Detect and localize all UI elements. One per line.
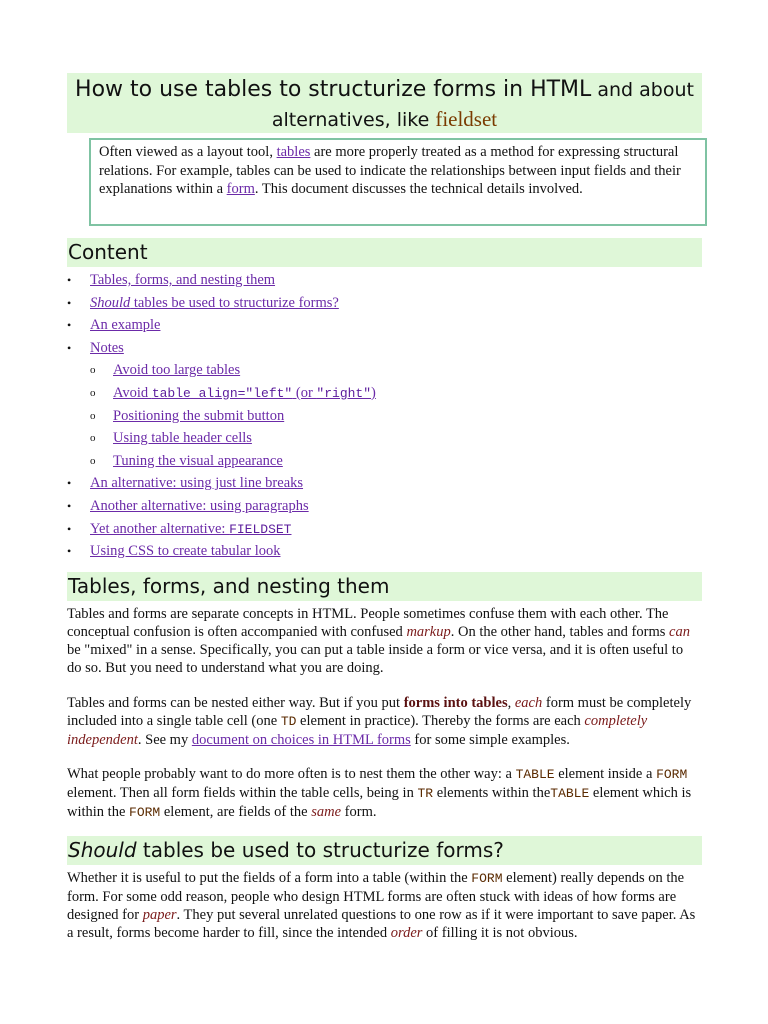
toc-item-line-breaks: • An alternative: using just line breaks (67, 472, 376, 495)
choices-in-html-forms-link[interactable]: document on choices in HTML forms (191, 732, 411, 748)
abstract-box: Often viewed as a layout tool, tables are more properly treated as a method for expressing structural relations. For example, tables can be used to indicate the relationships between input fields and their explanations within a form. This document discusses the technical details involved. (89, 138, 707, 226)
title-line-2: alternatives, like fieldset (271, 107, 498, 131)
content-heading: Content (67, 238, 702, 267)
toc-item-paragraphs: • Another alternative: using paragraphs (67, 495, 376, 518)
toc-subitem-submit-button: o Positioning the submit button (67, 405, 376, 428)
section-heading-tables-forms: Tables, forms, and nesting them (67, 572, 702, 601)
toc-item-notes: • Notes (67, 337, 376, 360)
toc-item-css-tabular: • Using CSS to create tabular look (67, 540, 376, 563)
section1-paragraph-1: Tables and forms are separate concepts in HTML. People sometimes confuse them with each other. The conceptual confusion is often accompanied with confused markup. On the other hand, tables and forms can be "mixed" in a sense. Specifically, you can put a table inside a form or vice versa, and it is often useful to do so. But you need to understand what you are doing. (67, 606, 690, 676)
toc-subitem-header-cells: o Using table header cells (67, 427, 376, 450)
toc-item-tables-forms-nesting: • Tables, forms, and nesting them (67, 269, 376, 292)
fieldset-term: fieldset (435, 107, 498, 131)
toc-subitem-visual-appearance: o Tuning the visual appearance (67, 450, 376, 473)
table-of-contents (67, 269, 376, 563)
section1-paragraph-2: Tables and forms can be nested either way. But if you put forms into tables, each form must be completely included into a single table cell (one TD element in practice). Thereby the forms are each completely independent. See my document on choices in HTML forms for some simple examples. (67, 695, 692, 748)
title-line-1: How to use tables to structurize forms in HTML and about (75, 77, 694, 102)
form-link[interactable]: form (226, 181, 255, 197)
tables-link[interactable]: tables (276, 144, 311, 160)
section1-paragraph-3: What people probably want to do more often is to nest them the other way: a TABLE element inside a FORM element. Then all form fields within the table cells, being in TR elements within theTABLE element which is within the FORM element, are fields of the same form. (67, 766, 692, 820)
toc-item-fieldset: • Yet another alternative: FIELDSET (67, 518, 376, 541)
page-title (67, 73, 702, 133)
toc-item-an-example: • An example (67, 314, 376, 337)
section-heading-should-tables: Should tables be used to structurize forms? (67, 836, 702, 865)
toc-subitem-avoid-large-tables: o Avoid too large tables (67, 359, 376, 382)
toc-subitem-avoid-table-align: o Avoid table align="left" (or "right") (67, 382, 376, 405)
toc-item-should-tables: • Should tables be used to structurize forms? (67, 292, 376, 315)
section2-paragraph-1: Whether it is useful to put the fields of a form into a table (within the FORM element) really depends on the form. For some odd reason, people who design HTML forms are often stuck with ideas of how forms are designed for paper. They put several unrelated questions to one row as if it were important to save paper. As a result, forms become harder to fill, since the intended order of filling it is not obvious. (67, 870, 696, 941)
